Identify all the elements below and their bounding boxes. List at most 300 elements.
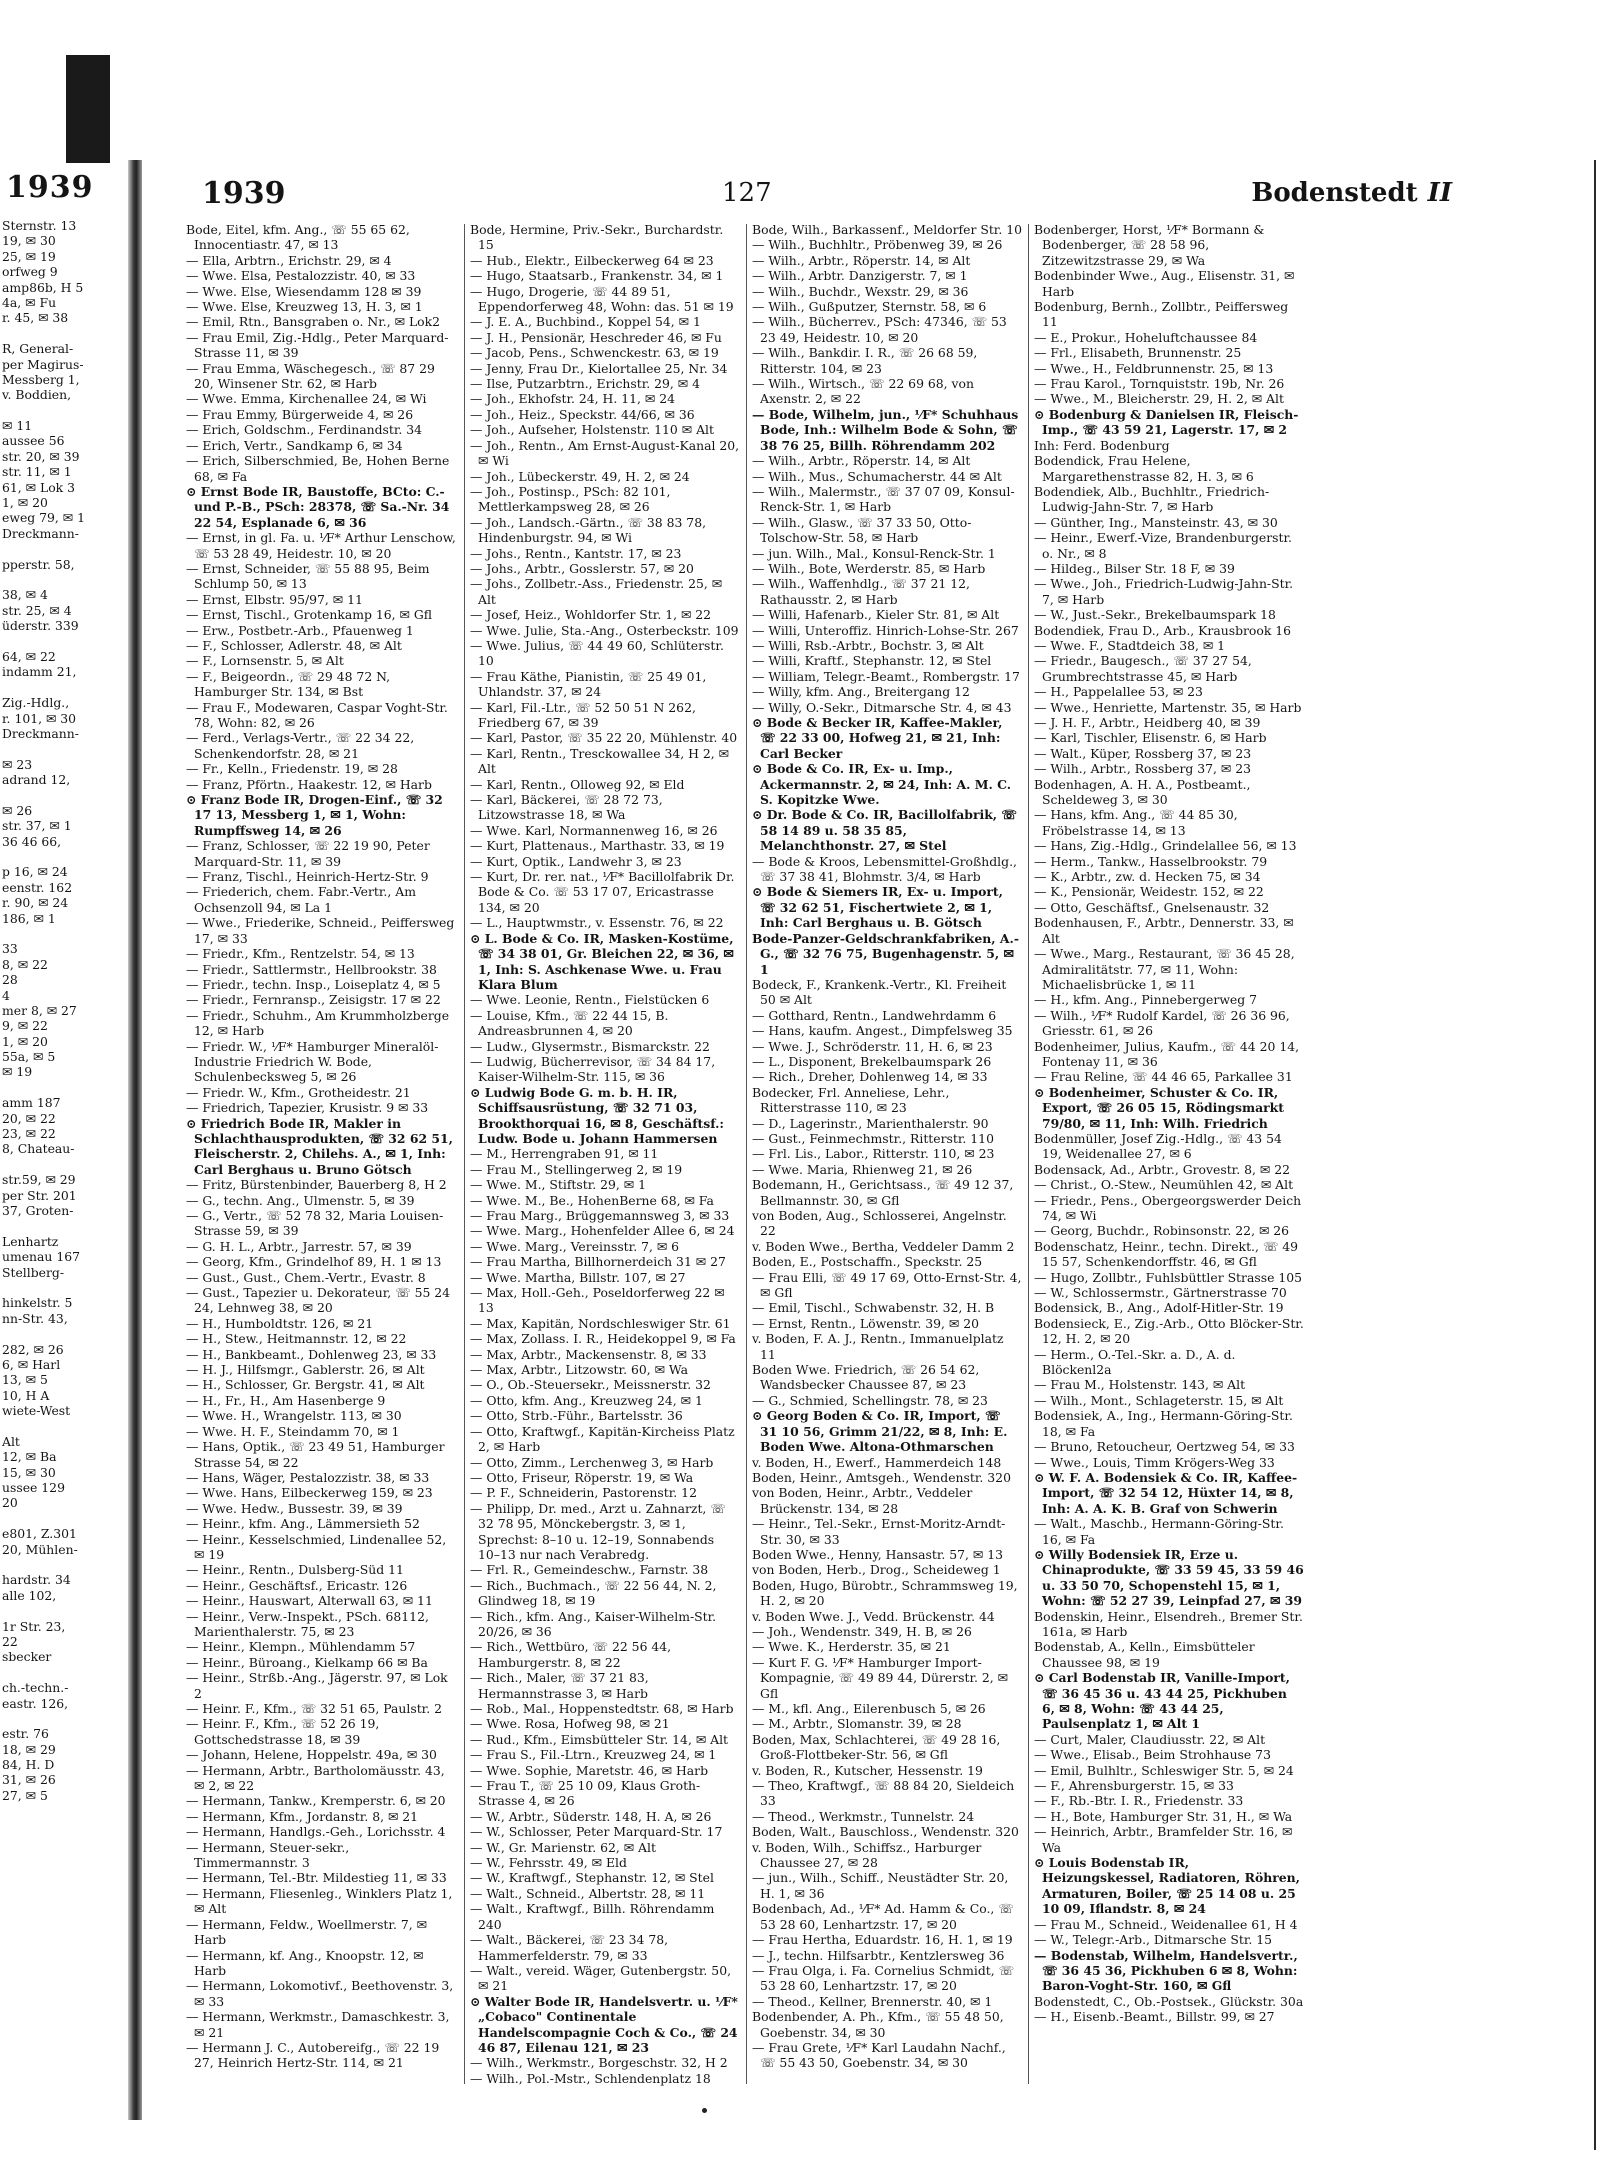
directory-entry: — Wwe. Julius, ☏ 44 49 60, Schlüterstr. 10 [470, 637, 724, 669]
directory-entry: — M., Herrengraben 91, ✉ 11 [470, 1146, 659, 1162]
facing-page-fragment: e801, Z.301 [2, 1526, 77, 1542]
facing-page-fragment: r. 101, ✉ 30 [2, 710, 77, 726]
facing-page-year: 1939 [6, 170, 94, 205]
directory-entry: — Heinr., Strßb.-Ang., Jägerstr. 97, ✉ Lok 2 [186, 1670, 448, 1701]
directory-entry: — Hugo, Staatsarb., Frankenstr. 34, ✉ 1 [470, 268, 724, 284]
directory-entry: ⊙ Bodenburg & Danielsen IR, Fleisch-Imp., ☏ 43 59 21, Lagerstr. 17, ✉ 2 [1034, 406, 1299, 438]
directory-entry: — Wilh., Mont., Schlageterstr. 15, ✉ Alt [1034, 1392, 1284, 1408]
directory-entry: — Heinr., Tel.-Sekr., Ernst-Moritz-Arndt-Str. 30, ✉ 33 [752, 1516, 1006, 1547]
directory-entry: — Walt., Maschb., Hermann-Göring-Str. 16, ✉ Fa [1034, 1516, 1284, 1547]
directory-entry: — Kurt, Plattenaus., Marthastr. 33, ✉ 19 [470, 838, 725, 854]
directory-entry: Bodenstedt, C., Ob.-Postsek., Glückstr. 30a [1034, 1993, 1304, 2009]
directory-entry: — Joh., Rentn., Am Ernst-August-Kanal 20, ✉ Wi [470, 437, 740, 469]
directory-entry: Bodendiek, Alb., Buchhltr., Friedrich-Ludwig-Jahn-Str. 7, ✉ Harb [1034, 483, 1270, 515]
directory-entry: — Heinr., Büroang., Kielkamp 66 ✉ Ba [186, 1654, 428, 1670]
facing-page-fragment [2, 1711, 126, 1726]
directory-entry: — Hans, Optik., ☏ 23 49 51, Hamburger Strasse 54, ✉ 22 [186, 1439, 445, 1470]
facing-page-fragment [2, 680, 126, 695]
facing-page-fragment [2, 541, 126, 556]
directory-entry: ⊙ Louis Bodenstab IR, Heizungskessel, Radiatoren, Röhren, Armaturen, Boiler, ☏ 25 14 08 u. 25 10 09, Iflandstr. 8, ✉ 24 [1034, 1855, 1300, 1917]
directory-entry: — Wwe., H., Feldbrunnenstr. 25, ✉ 13 [1034, 360, 1274, 376]
directory-entry: — F., Beigeordn., ☏ 29 48 72 N, Hamburger Str. 134, ✉ Bst [186, 668, 391, 700]
directory-entry: — Louise, Kfm., ☏ 22 44 15, B. Andreasbrunnen 4, ✉ 20 [470, 1007, 669, 1039]
directory-entry: Bodenbender, A. Ph., Kfm., ☏ 55 48 50, Goebenstr. 34, ✉ 30 [752, 2009, 1004, 2040]
facing-page-fragment: 27, ✉ 5 [2, 1787, 48, 1803]
directory-entry: — Curt, Maler, Claudiusstr. 22, ✉ Alt [1034, 1731, 1266, 1747]
running-head-text: Bodenstedt [1251, 178, 1418, 208]
directory-entry: — K., Arbtr., zw. d. Hecken 75, ✉ 34 [1034, 869, 1261, 885]
directory-entry: — Max, Arbtr., Mackensenstr. 8, ✉ 33 [470, 1346, 707, 1362]
directory-entry: — Heinrich, Arbtr., Bramfelder Str. 16, ✉ Wa [1034, 1824, 1293, 1855]
directory-entry: — Johs., Rentn., Kantstr. 17, ✉ 23 [470, 545, 682, 561]
directory-entry: — Franz, Tischl., Heinrich-Hertz-Str. 9 [186, 869, 429, 885]
directory-entry: — Heinr. F., Kfm., ☏ 52 26 19, Gottschedstrasse 18, ✉ 39 [186, 1716, 380, 1747]
directory-entry: von Boden, Aug., Schlosserei, Angelnstr. 22 [752, 1208, 1007, 1239]
directory-entry: — Frau Emma, Wäschegesch., ☏ 87 29 20, Winsener Str. 62, ✉ Harb [186, 360, 435, 392]
facing-page-fragment: 6, ✉ Harl [2, 1356, 61, 1372]
facing-page-fragment: str.59, ✉ 29 [2, 1172, 76, 1188]
directory-entry: ⊙ Bode & Co. IR, Ex- u. Imp., Ackermannstr. 2, ✉ 24, Inh: A. M. C. S. Kopitzke Wwe. [752, 761, 1012, 808]
directory-entry: — Hermann, Fliesenleg., Winklers Platz 1, ✉ Alt [186, 1885, 453, 1917]
directory-entry: — Wilh., Arbtr., Röperstr. 14, ✉ Alt [752, 252, 971, 268]
directory-entry: — Wilh., Bankdir. I. R., ☏ 26 68 59, Ritterstr. 104, ✉ 23 [752, 345, 978, 376]
directory-entry: — Rich., Maler, ☏ 37 21 83, Hermannstrasse 3, ✉ Harb [470, 1670, 649, 1701]
directory-entry: — Max, Holl.-Geh., Poseldorferweg 22 ✉ 13 [470, 1285, 725, 1316]
facing-page-fragment: 15, ✉ 30 [2, 1464, 56, 1480]
directory-entry: — Hugo, Drogerie, ☏ 44 89 51, Eppendorferweg 48, Wohn: das. 51 ✉ 19 [470, 283, 734, 315]
directory-entry: — Otto, Strb.-Führ., Bartelsstr. 36 [470, 1408, 683, 1424]
directory-entry: — Herm., O.-Tel.-Skr. a. D., A. d. Blöckenl2a [1034, 1346, 1236, 1378]
directory-entry: — Walt., Schneid., Albertstr. 28, ✉ 11 [470, 1885, 706, 1901]
directory-entry: Bodecker, Frl. Anneliese, Lehr., Ritterstrasse 110, ✉ 23 [752, 1084, 950, 1116]
facing-page-fragment: Sternstr. 13 [2, 218, 77, 233]
facing-page-fragment: r. 45, ✉ 38 [2, 310, 69, 326]
directory-entry: — Heinr., Hauswart, Alterwall 63, ✉ 11 [186, 1593, 433, 1609]
directory-entry: — K., Pensionär, Weidestr. 152, ✉ 22 [1034, 884, 1264, 900]
directory-entry: — W., Arbtr., Süderstr. 148, H. A, ✉ 26 [470, 1808, 712, 1824]
facing-page-fragment: str. 11, ✉ 1 [2, 464, 72, 480]
directory-entry: — Walt., Kraftwgf., Billh. Röhrendamm 240 [470, 1901, 715, 1932]
directory-entry: — Bodenstab, Wilhelm, Handelsvertr., ☏ 36 45 36, Pickhuben 6 ✉ 8, Wohn: Baron-Voght-Str. 160, ✉ Gfl [1034, 1947, 1298, 1994]
directory-entry: — Josef, Heiz., Wohldorfer Str. 1, ✉ 22 [470, 607, 712, 623]
directory-entry: — Wilh., Arbtr., Röperstr. 14, ✉ Alt [752, 453, 971, 469]
directory-entry: — Wilh., Glasw., ☏ 37 33 50, Otto-Tolschow-Str. 58, ✉ Harb [752, 514, 972, 546]
directory-entry: — Wwe. Maria, Rhienweg 21, ✉ 26 [752, 1161, 973, 1177]
column-rule [1028, 224, 1029, 2084]
directory-entry: — Franz, Pförtn., Haakestr. 12, ✉ Harb [186, 776, 432, 792]
directory-entry: — Wwe. Else, Kreuzweg 13, H. 3, ✉ 1 [186, 299, 423, 315]
directory-entry: — Wilh., Bote, Werderstr. 85, ✉ Harb [752, 560, 986, 576]
directory-entry: — Otto, Zimm., Lerchenweg 3, ✉ Harb [470, 1454, 714, 1470]
directory-entry: — Rich., kfm. Ang., Kaiser-Wilhelm-Str. 20/26, ✉ 36 [470, 1608, 717, 1639]
directory-entry: — H., Stew., Heitmannstr. 12, ✉ 22 [186, 1331, 407, 1347]
directory-entry: Bodendiek, Frau D., Arb., Krausbrook 16 [1034, 622, 1292, 638]
directory-entry: Bodenburg, Bernh., Zollbtr., Peiffersweg 11 [1034, 299, 1289, 330]
facing-page-fragment [2, 326, 126, 341]
directory-column-3 [752, 222, 1022, 2102]
directory-entry: — O., Ob.-Steuersekr., Meissnerstr. 32 [470, 1377, 711, 1393]
directory-page [142, 160, 1596, 2150]
directory-entry: von Boden, Heinr., Arbtr., Veddeler Brückenstr. 134, ✉ 28 [752, 1485, 973, 1516]
facing-page-fragment: eweg 79, ✉ 1 [2, 510, 85, 526]
column-rule [746, 224, 747, 2084]
facing-page-fragment: 38, ✉ 4 [2, 587, 48, 603]
directory-entry: Boden Wwe. Friedrich, ☏ 26 54 62, Wandsbecker Chaussee 87, ✉ 23 [752, 1362, 980, 1393]
facing-page-fragment: 31, ✉ 26 [2, 1772, 56, 1788]
directory-entry: — Friedr., Schuhm., Am Krummholzberge 12, ✉ Harb [186, 1007, 450, 1039]
facing-page-fragment: sbecker [2, 1649, 52, 1665]
directory-entry: — Gust., Feinmechmstr., Ritterstr. 110 [752, 1130, 994, 1146]
directory-entry: — Wilh., Buchdr., Wexstr. 29, ✉ 36 [752, 283, 969, 299]
binding-tab [66, 55, 110, 163]
directory-entry: — Willy, O.-Sekr., Ditmarsche Str. 4, ✉ 43 [752, 699, 1012, 715]
directory-entry: — Hermann, Arbtr., Bartholomäusstr. 43, ✉ 2, ✉ 22 [186, 1762, 445, 1794]
directory-entry: Bodenbinder Wwe., Aug., Elisenstr. 31, ✉ Harb [1034, 268, 1295, 299]
directory-entry: — Joh., Postinsp., PSch: 82 101, Mettlerkampsweg 28, ✉ 26 [470, 483, 671, 515]
directory-entry: — H., Schlosser, Gr. Bergstr. 41, ✉ Alt [186, 1377, 425, 1393]
directory-entry: — Kurt, Optik., Landwehr 3, ✉ 23 [470, 853, 682, 869]
facing-page-fragment: pperstr. 58, [2, 556, 75, 572]
book-gutter [128, 160, 142, 2120]
facing-page-fragment: 186, ✉ 1 [2, 910, 56, 926]
directory-entry: — Otto, Geschäftsf., Gnelsenaustr. 32 [1034, 899, 1270, 915]
facing-page-fragment: nn-Str. 43, [2, 1310, 68, 1326]
facing-page-fragment: 19, ✉ 30 [2, 233, 56, 249]
directory-entry: Bodenskin, Heinr., Elsendreh., Bremer Str. 161a, ✉ Harb [1034, 1608, 1303, 1639]
directory-entry: — L., Hauptwmstr., v. Essenstr. 76, ✉ 22 [470, 915, 724, 931]
directory-entry: — F., Rb.-Btr. I. R., Friedenstr. 33 [1034, 1793, 1244, 1809]
directory-entry: — Wilh., Arbtr. Danzigerstr. 7, ✉ 1 [752, 268, 968, 284]
facing-page-fragment [2, 1326, 126, 1341]
directory-entry: — Wwe. Julie, Sta.-Ang., Osterbeckstr. 109 [470, 622, 739, 638]
directory-entry: — G. H. L., Arbtr., Jarrestr. 57, ✉ 39 [186, 1238, 412, 1254]
directory-entry: — F., Lornsenstr. 5, ✉ Alt [186, 653, 344, 669]
directory-entry: — Hans, Zig.-Hdlg., Grindelallee 56, ✉ 13 [1034, 838, 1297, 854]
directory-entry: — W., Just.-Sekr., Brekelbaumspark 18 [1034, 607, 1276, 623]
directory-entry: — Rich., Dreher, Dohlenweg 14, ✉ 33 [752, 1069, 988, 1085]
directory-entry: — W., Fehrsstr. 49, ✉ Eld [470, 1855, 627, 1871]
directory-entry: — H., Pappelallee 53, ✉ 23 [1034, 684, 1203, 700]
facing-page-fragment [2, 849, 126, 864]
facing-page-fragment: hardstr. 34 [2, 1572, 71, 1588]
facing-page-fragment: 1, ✉ 20 [2, 1033, 48, 1049]
directory-entry: — Walt., vereid. Wäger, Gutenbergstr. 50, ✉ 21 [470, 1962, 732, 1994]
directory-entry: Boden Wwe., Henny, Hansastr. 57, ✉ 13 [752, 1546, 1003, 1562]
directory-column-2 [470, 222, 740, 2102]
directory-entry: — Herm., Tankw., Hasselbrookstr. 79 [1034, 853, 1268, 869]
facing-page-fragment: Zig.-Hdlg., [2, 695, 70, 711]
directory-entry: — W., Schlossermstr., Gärtnerstrasse 70 [1034, 1285, 1287, 1301]
directory-entry: Bodenmüller, Josef Zig.-Hdlg., ☏ 43 54 19, Weidenallee 27, ✉ 6 [1034, 1130, 1282, 1162]
facing-page-fragment [2, 1218, 126, 1233]
directory-entry: Bodenstab, A., Kelln., Eimsbütteler Chaussee 98, ✉ 19 [1034, 1639, 1255, 1670]
directory-entry: Bodensiek, A., Ing., Hermann-Göring-Str. 18, ✉ Fa [1034, 1408, 1293, 1439]
directory-entry: Boden, E., Postschaffn., Speckstr. 25 [752, 1254, 983, 1270]
directory-entry: — Willi, Kraftf., Stephanstr. 12, ✉ Stel [752, 653, 992, 669]
directory-entry: — Rud., Kfm., Eimsbütteler Str. 14, ✉ Alt [470, 1731, 729, 1747]
directory-entry: — W., Schlosser, Peter Marquard-Str. 17 [470, 1824, 723, 1840]
directory-entry: — W., Kraftwgf., Stephanstr. 12, ✉ Stel [470, 1870, 714, 1886]
directory-entry: — Friedr., Fernransp., Zeisigstr. 17 ✉ 22 [186, 992, 441, 1008]
directory-entry: — jun. Wilh., Mal., Konsul-Renck-Str. 1 [752, 545, 996, 561]
directory-entry: — P. F., Schneiderin, Pastorenstr. 12 [470, 1485, 697, 1501]
directory-entry: — Wwe. K., Herderstr. 35, ✉ 21 [752, 1639, 951, 1655]
directory-entry: — Frau Olga, i. Fa. Cornelius Schmidt, ☏ 53 28 60, Lenhartzstr. 17, ✉ 20 [752, 1962, 1015, 1994]
directory-entry: v. Boden Wwe. J., Vedd. Brückenstr. 44 [752, 1608, 995, 1624]
facing-page-fragment: p 16, ✉ 24 [2, 864, 68, 880]
facing-page-fragment: 20 [2, 1495, 18, 1511]
directory-entry: — Hans, Wäger, Pestalozzistr. 38, ✉ 33 [186, 1469, 430, 1485]
directory-entry: — Hans, kfm. Ang., ☏ 44 85 30, Fröbelstrasse 14, ✉ 13 [1034, 807, 1238, 838]
directory-entry: — Joh., Ekhofstr. 24, H. 11, ✉ 24 [470, 391, 675, 407]
directory-entry: Bodenhagen, A. H. A., Postbeamt., Scheldeweg 3, ✉ 30 [1034, 776, 1251, 808]
directory-entry: — Walt., Küper, Rossberg 37, ✉ 23 [1034, 745, 1252, 761]
directory-entry: — Christ., O.-Stew., Neumühlen 42, ✉ Alt [1034, 1177, 1294, 1193]
directory-entry: Bodenberger, Horst, ⅟F* Bormann & Bodenberger, ☏ 28 58 96, Zitzewitzstrasse 29, ✉ Wa [1034, 222, 1265, 268]
facing-page-fragment: umenau 167 [2, 1249, 80, 1265]
directory-entry: — Bode, Wilhelm, jun., ⅟F* Schuhhaus Bode, Inh.: Wilhelm Bode & Sohn, ☏ 38 76 25, Billh. Röhrendamm 202 [752, 406, 1019, 453]
page-header [202, 176, 1452, 216]
directory-entry: — H. J., Hilfsmgr., Gablerstr. 26, ✉ Alt [186, 1362, 425, 1378]
directory-entry: — G., Schmied, Schellingstr. 78, ✉ 23 [752, 1392, 988, 1408]
directory-entry: — Hermann, Steuer-sekr., Timmermannstr. 3 [186, 1839, 350, 1871]
directory-entry: — Wilh., Waffenhdlg., ☏ 37 21 12, Rathausstr. 2, ✉ Harb [752, 576, 970, 607]
facing-page-fragment [2, 1665, 126, 1680]
directory-entry: Bode, Hermine, Priv.-Sekr., Burchardstr. 15 [470, 222, 724, 253]
directory-entry: v. Boden, R., Kutscher, Hessenstr. 19 [752, 1762, 983, 1778]
directory-entry: ⊙ Ernst Bode IR, Baustoffe, BCto: C.- und P.-B., PSch: 28378, ☏ Sa.-Nr. 34 22 54, Esplanade 6, ✉ 36 [186, 483, 450, 530]
directory-entry: Boden, Hugo, Bürobtr., Schrammsweg 19, H. 2, ✉ 20 [752, 1577, 1018, 1609]
directory-entry: — Wilh., ⅟F* Rudolf Kardel, ☏ 26 36 96, Griesstr. 61, ✉ 26 [1034, 1007, 1290, 1039]
facing-page-fragment: r. 90, ✉ 24 [2, 895, 69, 911]
facing-page-fragment: R, General- [2, 341, 74, 357]
facing-page-fragment: estr. 76 [2, 1726, 49, 1742]
facing-page-fragment: 25, ✉ 19 [2, 248, 56, 264]
directory-entry: — Willi, Unteroffiz. Hinrich-Lohse-Str. 267 [752, 622, 1019, 638]
facing-page-fragment: 36 46 66, [2, 833, 62, 849]
directory-entry: — W., Gr. Marienstr. 62, ✉ Alt [470, 1839, 656, 1855]
facing-page-fragment: eastr. 126, [2, 1695, 69, 1711]
directory-entry: Boden, Max, Schlachterei, ☏ 49 28 16, Groß-Flottbeker-Str. 56, ✉ Gfl [752, 1731, 1001, 1763]
directory-entry: — J. H., Pensionär, Heschreder 46, ✉ Fu [470, 329, 722, 345]
directory-entry: Bodenheimer, Julius, Kaufm., ☏ 44 20 14, Fontenay 11, ✉ 36 [1034, 1038, 1300, 1069]
directory-entry: — J. H. F., Arbtr., Heidberg 40, ✉ 39 [1034, 715, 1261, 730]
directory-column-1 [186, 222, 456, 2102]
directory-entry: — Otto, Kraftwgf., Kapitän-Kircheiss Platz 2, ✉ Harb [470, 1423, 735, 1455]
directory-entry: — Joh., Aufseher, Holstenstr. 110 ✉ Alt [470, 422, 714, 438]
facing-page-fragment [2, 572, 126, 587]
page-number: 127 [722, 178, 772, 208]
facing-page-fragment: 13, ✉ 5 [2, 1372, 48, 1388]
facing-page-fragment: aussee 56 [2, 433, 65, 449]
directory-entry: — Frau Hertha, Eduardstr. 16, H. 1, ✉ 19 [752, 1932, 1013, 1948]
directory-entry: — Wwe. M., Be., HohenBerne 68, ✉ Fa [470, 1192, 714, 1208]
directory-entry: — Wilh., Malermstr., ☏ 37 07 09, Konsul-Renck-Str. 1, ✉ Harb [752, 483, 1015, 515]
directory-entry: — H., Eisenb.-Beamt., Billstr. 99, ✉ 27 [1034, 2009, 1275, 2025]
directory-entry: — Erich, Silberschmied, Be, Hohen Berne 68, ✉ Fa [186, 453, 450, 484]
directory-entry: — Wwe. Rosa, Hofweg 98, ✉ 21 [470, 1716, 670, 1732]
directory-entry: — Emil, Bulhltr., Schleswiger Str. 5, ✉ 24 [1034, 1762, 1294, 1778]
directory-entry: — Georg, Kfm., Grindelhof 89, H. 1 ✉ 13 [186, 1254, 442, 1270]
directory-entry: — Willi, Rsb.-Arbtr., Bochstr. 3, ✉ Alt [752, 637, 984, 653]
directory-entry: — Heinr., Kesselschmied, Lindenallee 52, ✉ 19 [186, 1531, 447, 1562]
directory-entry: — Friedr., Pens., Obergeorgswerder Deich 74, ✉ Wi [1034, 1192, 1302, 1223]
directory-entry: — Wwe. Hedw., Bussestr. 39, ✉ 39 [186, 1500, 403, 1516]
facing-page-fragment: 8, Chateau- [2, 1141, 75, 1157]
directory-entry: — Ludw., Glysermstr., Bismarckstr. 22 [470, 1038, 710, 1054]
directory-entry: — Hermann J. C., Autobereifg., ☏ 22 19 27, Heinrich Hertz-Str. 114, ✉ 21 [186, 2039, 440, 2071]
directory-entry: Bodemann, H., Gerichtsass., ☏ 49 12 37, Bellmannstr. 30, ✉ Gfl [752, 1177, 1014, 1208]
directory-entry: — Bode & Kroos, Lebensmittel-Großhdlg., ☏ 37 38 41, Blohmstr. 3/4, ✉ Harb [752, 853, 1017, 885]
directory-entry: — Friedr., Baugesch., ☏ 37 27 54, Grumbrechtstrasse 45, ✉ Harb [1034, 653, 1252, 684]
directory-entry: — Hermann, Tankw., Kremperstr. 6, ✉ 20 [186, 1793, 446, 1809]
directory-entry: — Frau Karol., Tornquiststr. 19b, Nr. 26 [1034, 376, 1285, 392]
facing-page-fragment: ch.-techn.- [2, 1680, 69, 1696]
directory-entry: — Wwe. Sophie, Maretstr. 46, ✉ Harb [470, 1762, 709, 1778]
directory-entry: — Wwe. Elsa, Pestalozzistr. 40, ✉ 33 [186, 268, 416, 284]
directory-entry: — Wilh., Werkmstr., Borgeschstr. 32, H 2 [470, 2055, 728, 2071]
directory-entry: — F., Ahrensburgerstr. 15, ✉ 33 [1034, 1778, 1234, 1794]
directory-entry: — Wwe. H. F., Steindamm 70, ✉ 1 [186, 1423, 400, 1439]
directory-entry: — Karl, Pastor, ☏ 35 22 20, Mühlenstr. 40 [470, 730, 738, 746]
directory-entry: — Ernst, in gl. Fa. u. ⅟F* Arthur Lenschow, ☏ 53 28 49, Heidestr. 10, ✉ 20 [186, 530, 456, 561]
directory-entry: v. Boden Wwe., Bertha, Veddeler Damm 2 [752, 1238, 1015, 1254]
facing-page-fragment: 23, ✉ 22 [2, 1126, 56, 1142]
directory-entry: — Wilh., Mus., Schumacherstr. 44 ✉ Alt [752, 468, 1002, 484]
facing-page-fragment [2, 403, 126, 418]
directory-entry: — Frau Emmy, Bürgerweide 4, ✉ 26 [186, 406, 414, 422]
directory-entry: — Wwe., Friederike, Schneid., Peiffersweg 17, ✉ 33 [186, 915, 455, 946]
facing-page-fragment: 9, ✉ 22 [2, 1018, 48, 1034]
directory-entry: — Heinr., Klempn., Mühlendamm 57 [186, 1639, 416, 1655]
directory-entry: — Emil, Rtn., Bansgraben o. Nr., ✉ Lok2 [186, 314, 441, 330]
directory-entry: — Kurt, Dr. rer. nat., ⅟F* Bacillolfabrik Dr. Bode & Co. ☏ 53 17 07, Ericastrasse 134, ✉ 20 [470, 869, 735, 915]
directory-entry: — Wwe. Marg., Vereinsstr. 7, ✉ 6 [470, 1238, 680, 1254]
directory-entry: — Erw., Postbetr.-Arb., Pfauenweg 1 [186, 622, 414, 638]
directory-entry: — Ernst, Elbstr. 95/97, ✉ 11 [186, 591, 363, 607]
directory-entry: Inh: Ferd. Bodenburg [1034, 437, 1170, 453]
facing-page-fragment: 10, H A [2, 1387, 50, 1403]
directory-entry: ⊙ Dr. Bode & Co. IR, Bacillolfabrik, ☏ 58 14 89 u. 58 35 85, Melanchthonstr. 27, ✉ Stel [752, 807, 1017, 854]
facing-page-fragment: adrand 12, [2, 772, 71, 788]
directory-entry: Bodenhausen, F., Arbtr., Dennerstr. 33, ✉ Alt [1034, 915, 1294, 946]
facing-page-fragment: ✉ 23 [2, 756, 33, 772]
directory-entry: — Walt., Bäckerei, ☏ 23 34 78, Hammerfelderstr. 79, ✉ 33 [470, 1932, 669, 1963]
directory-entry: — Hermann, Feldw., Woellmerstr. 7, ✉ Harb [186, 1916, 427, 1948]
directory-entry: — Wilh., Arbtr., Rossberg 37, ✉ 23 [1034, 761, 1252, 777]
directory-entry: — Hermann, Kfm., Jordanstr. 8, ✉ 21 [186, 1808, 419, 1824]
directory-entry: — Wwe. Hans, Eilbeckerweg 159, ✉ 23 [186, 1485, 433, 1501]
directory-entry: — Johs., Arbtr., Gosslerstr. 57, ✉ 20 [470, 560, 694, 576]
directory-entry: — G., techn. Ang., Ulmenstr. 5, ✉ 39 [186, 1192, 415, 1208]
directory-entry: — F., Schlosser, Adlerstr. 48, ✉ Alt [186, 637, 402, 653]
facing-page-fragment: Lenhartz [2, 1233, 59, 1249]
facing-page-fragment [2, 1418, 126, 1433]
page-year: 1939 [202, 176, 286, 211]
directory-entry: — E., Prokur., Hoheluftchaussee 84 [1034, 329, 1258, 345]
directory-entry: — Otto, kfm. Ang., Kreuzweg 24, ✉ 1 [470, 1392, 703, 1408]
directory-entry: — Ernst, Schneider, ☏ 55 88 95, Beim Schlump 50, ✉ 13 [186, 560, 430, 592]
directory-entry: — H., Bote, Hamburger Str. 31, H., ✉ Wa [1034, 1808, 1293, 1824]
directory-entry: ⊙ Carl Bodenstab IR, Vanille-Import, ☏ 36 45 36 u. 43 44 25, Pickhuben 6, ✉ 8, Wohn: ☏ 43 44 25, Paulsenplatz 1, ✉ Alt 1 [1034, 1670, 1290, 1732]
directory-entry: — Frl. Lis., Labor., Ritterstr. 110, ✉ 23 [752, 1146, 995, 1162]
directory-entry: ⊙ Willy Bodensiek IR, Erze u. Chinaprodukte, ☏ 33 59 45, 33 59 46 u. 33 50 70, Schopenstehl 15, ✉ 1, Wohn: ☏ 52 27 39, Leinpfad 27, ✉ 39 [1034, 1546, 1304, 1609]
directory-entry: — Frau Käthe, Pianistin, ☏ 25 49 01, Uhlandstr. 37, ✉ 24 [470, 668, 707, 700]
directory-entry: — Wilh., Wirtsch., ☏ 22 69 68, von Axenstr. 2, ✉ 22 [752, 376, 974, 407]
directory-entry: — Karl, Rentn., Tresckowallee 34, H 2, ✉ Alt [470, 745, 729, 777]
facing-page-fragment [2, 1080, 126, 1095]
directory-entry: — Hermann, Handlgs.-Geh., Lorichsstr. 4 [186, 1824, 446, 1840]
directory-entry: — Fr., Kelln., Friedenstr. 19, ✉ 28 [186, 761, 398, 777]
directory-entry: — M., Arbtr., Slomanstr. 39, ✉ 28 [752, 1716, 962, 1732]
directory-entry: — Frau M., Schneid., Weidenallee 61, H 4 [1034, 1916, 1298, 1932]
directory-entry: — Karl, Tischler, Elisenstr. 6, ✉ Harb [1034, 730, 1267, 746]
directory-entry: — L., Disponent, Brekelbaumspark 26 [752, 1053, 992, 1069]
directory-entry: ⊙ Franz Bode IR, Drogen-Einf., ☏ 32 17 13, Messberg 1, ✉ 1, Wohn: Rumpffsweg 14, ✉ 26 [186, 792, 443, 838]
directory-entry: — Wwe. Martha, Billstr. 107, ✉ 27 [470, 1269, 686, 1285]
directory-entry: ⊙ Friedrich Bode IR, Makler in Schlachthausprodukten, ☏ 32 62 51, Fleischerstr. 2, Chilehs. A., ✉ 1, Inh: Carl Berghaus u. Bruno Götsch [186, 1115, 453, 1177]
directory-entry: — William, Telegr.-Beamt., Rombergstr. 17 [752, 668, 1020, 684]
directory-entry: — Wilh., Bücherrev., PSch: 47346, ☏ 53 23 49, Heidestr. 10, ✉ 20 [752, 314, 1007, 345]
directory-entry: — Heinr., Ewerf.-Vize, Brandenburgerstr. o. Nr., ✉ 8 [1034, 530, 1292, 561]
directory-entry: — Theod., Werkmstr., Tunnelstr. 24 [752, 1808, 975, 1824]
facing-page-fragment: Alt [2, 1433, 20, 1449]
directory-entry: — jun., Wilh., Schiff., Neustädter Str. 20, H. 1, ✉ 36 [752, 1870, 1009, 1901]
directory-entry: — Friederich, chem. Fabr.-Vertr., Am Ochsenzoll 94, ✉ La 1 [186, 884, 416, 915]
directory-entry: ⊙ W. F. A. Bodensiek & Co. IR, Kaffee-Import, ☏ 32 54 12, Hüxter 14, ✉ 8, Inh: A. A. K. B. Graf von Schwerin [1034, 1469, 1298, 1516]
directory-entry: — Heinr., Verw.-Inspekt., PSch. 68112, Marienthalerstr. 75, ✉ 23 [186, 1608, 429, 1639]
directory-entry: — Frau Marg., Brüggemannsweg 3, ✉ 33 [470, 1208, 730, 1223]
directory-entry: — Gust., Gust., Chem.-Vertr., Evastr. 8 [186, 1269, 426, 1285]
directory-entry: ⊙ Georg Boden & Co. IR, Import, ☏ 31 10 56, Grimm 21/22, ✉ 8, Inh: E. Boden Wwe. Altona-Othmarschen [752, 1408, 1008, 1455]
facing-page-fragment [2, 1603, 126, 1618]
directory-entry: — Rich., Buchmach., ☏ 22 56 44, N. 2, Glindweg 18, ✉ 19 [470, 1577, 717, 1609]
directory-entry: Bode-Panzer-Geldschrankfabriken, A.-G., ☏ 32 76 75, Bugenhagenstr. 5, ✉ 1 [752, 930, 1019, 977]
directory-entry: — H., Bankbeamt., Dohlenweg 23, ✉ 33 [186, 1346, 437, 1362]
directory-entry: ⊙ Walter Bode IR, Handelsvertr. u. ⅟F* „Cobaco" Continentale Handelscompagnie Coch & Co., ☏ 24 46 87, Eilenau 121, ✉ 23 [470, 1993, 738, 2055]
directory-entry: — Wwe., Louis, Timm Krögers-Weg 33 [1034, 1454, 1275, 1470]
facing-page [0, 160, 128, 2150]
directory-entry: — H., Fr., H., Am Hasenberge 9 [186, 1392, 386, 1408]
facing-page-fragment [2, 634, 126, 649]
directory-entry: — Wilh., Buchhltr., Pröbenweg 39, ✉ 26 [752, 237, 1003, 253]
directory-entry: — Willy, kfm. Ang., Breitergang 12 [752, 684, 970, 700]
directory-entry: — Joh., Landsch.-Gärtn., ☏ 38 83 78, Hindenburgstr. 94, ✉ Wi [470, 514, 707, 546]
directory-entry: — Hildeg., Bilser Str. 18 F, ✉ 39 [1034, 560, 1235, 576]
directory-entry: ⊙ L. Bode & Co. IR, Masken-Kostüme, ☏ 34 38 01, Gr. Bleichen 22, ✉ 36, ✉ 1, Inh: S. Aschkenase Wwe. u. Frau Klara Blum [470, 930, 734, 992]
facing-page-fragment: ✉ 11 [2, 418, 33, 434]
directory-entry: — Wwe., M., Bleicherstr. 29, H. 2, ✉ Alt [1034, 391, 1284, 407]
directory-entry: — Wwe., Joh., Friedrich-Ludwig-Jahn-Str. 7, ✉ Harb [1034, 576, 1294, 607]
directory-entry: — Philipp, Dr. med., Arzt u. Zahnarzt, ☏ 32 78 95, Mönckebergstr. 3, ✉ 1, Sprechst: 8–10 u. 12–19, Sonnabends 10–13 nur nach Verabredg. [470, 1500, 726, 1562]
directory-entry: — Hugo, Zollbtr., Fuhlsbüttler Strasse 105 [1034, 1269, 1302, 1285]
directory-entry: — H., Humboldtstr. 126, ✉ 21 [186, 1315, 374, 1331]
directory-entry: Boden, Walt., Bauschloss., Wendenstr. 320 [752, 1824, 1019, 1840]
directory-entry: — Joh., Wendenstr. 349, H. B, ✉ 26 [752, 1623, 972, 1639]
directory-entry: — Wwe. Karl, Normannenweg 16, ✉ 26 [470, 822, 718, 838]
directory-entry: — Hans, kaufm. Angest., Dimpfelsweg 35 [752, 1023, 1013, 1039]
facing-page-fragment: indamm 21, [2, 664, 77, 680]
directory-entry: — Johs., Zollbetr.-Ass., Friedenstr. 25, ✉ Alt [470, 576, 723, 607]
directory-entry: — Frau Elli, ☏ 49 17 69, Otto-Ernst-Str. 4, ✉ Gfl [752, 1269, 1022, 1301]
directory-entry: — Karl, Fil.-Ltr., ☏ 52 50 51 N 262, Friedberg 67, ✉ 39 [470, 699, 696, 730]
directory-entry: ⊙ Bode & Becker IR, Kaffee-Makler, ☏ 22 33 00, Hofweg 21, ✉ 21, Inh: Carl Becker [752, 715, 1003, 761]
directory-entry: — Friedr., Kfm., Rentzelstr. 54, ✉ 13 [186, 946, 415, 962]
directory-entry: — Joh., Lübeckerstr. 49, H. 2, ✉ 24 [470, 468, 690, 484]
facing-page-fragment [2, 1557, 126, 1572]
facing-page-fragment: str. 37, ✉ 1 [2, 818, 72, 834]
facing-page-fragment: 8, ✉ 22 [2, 956, 48, 972]
